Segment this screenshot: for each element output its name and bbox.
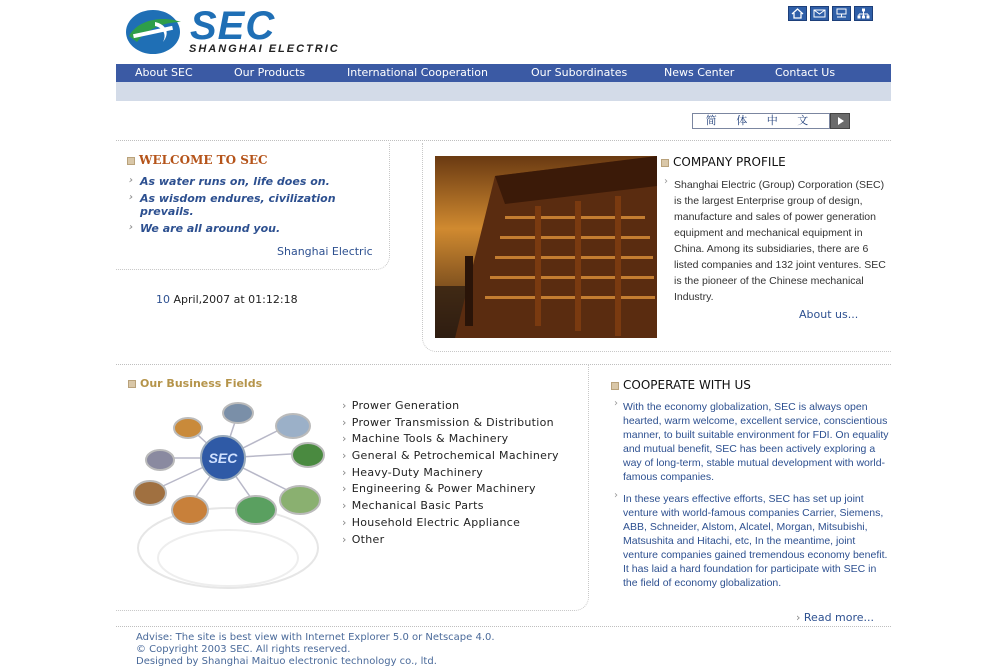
chevron-icon: › — [614, 398, 618, 409]
footer-designer: Designed by Shanghai Maituo electronic technology co., ltd. — [136, 656, 437, 667]
business-title: Our Business Fields — [128, 377, 262, 390]
business-item-power-generation[interactable]: › Prower Generation — [342, 398, 559, 415]
chevron-icon: › — [664, 176, 668, 187]
motto-item: › As water runs on, life does on. — [129, 175, 330, 188]
read-more-link[interactable]: › Read more... — [796, 611, 875, 624]
logo-text[interactable]: SEC — [190, 4, 276, 48]
welcome-signature: Shanghai Electric — [277, 245, 373, 258]
business-item-basic-parts[interactable]: › Mechanical Basic Parts — [342, 498, 559, 515]
nav-about-sec[interactable]: About SEC — [135, 66, 193, 79]
business-item-engineering[interactable]: › Engineering & Power Machinery — [342, 481, 559, 498]
divider — [116, 140, 891, 141]
divider — [116, 626, 891, 627]
nav-contact-us[interactable]: Contact Us — [775, 66, 836, 79]
business-item-other[interactable]: › Other — [342, 532, 559, 549]
bullet-icon — [661, 159, 669, 167]
about-us-link[interactable]: About us... — [799, 308, 859, 321]
chevron-icon: › — [129, 222, 134, 233]
business-item-machine-tools[interactable]: › Machine Tools & Machinery — [342, 431, 559, 448]
motto-item: › As wisdom endures, civilization prevails. — [129, 192, 336, 218]
cooperate-paragraph-2: In these years effective efforts, SEC has set up joint venture with world-famous companies Carrier, Siemens, ABB, Schneider, Alstom, Alcatel, Morgan, Mitsubishi, Matsushita and Hitachi, etc, In the meantime, joint venture companies gained tremendous economy benefit. It has laid a hard foundation for participate with SEC in the field of economy globalization. — [623, 493, 888, 589]
profile-text: Shanghai Electric (Group) Corporation (SEC) is the largest Enterprise group of design, manufacture and sales of power generation equipment and mechanical equipment in China. Among its subsidiaries, there are 6 listed companies and 132 joint ventures. SEC is the pioneer of the Chinese mechanical Industry. — [674, 179, 886, 303]
business-item-heavy-duty[interactable]: › Heavy-Duty Machinery — [342, 465, 559, 482]
cooperate-paragraph-1: With the economy globalization, SEC is always open hearted, warm welcome, excellent service, conscientious manner, to built suitable environment for FDI. On equality and mutual benefit, SEC has been actively exploring a way of long-term, stable mutual development with world-famous companies. — [623, 401, 889, 483]
sitemap-icon[interactable] — [854, 6, 873, 21]
nav-our-products[interactable]: Our Products — [234, 66, 306, 79]
logo-subtitle: SHANGHAI ELECTRIC — [189, 43, 340, 55]
language-select[interactable]: 简 体 中 文 — [692, 113, 830, 129]
top-icons — [788, 6, 873, 21]
chevron-icon: › — [614, 490, 618, 501]
footer-copyright: © Copyright 2003 SEC. All rights reserved. — [136, 644, 351, 655]
home-icon[interactable] — [788, 6, 807, 21]
ship-photo — [435, 156, 657, 338]
motto-item: › We are all around you. — [129, 222, 281, 235]
nav-news-center[interactable]: News Center — [664, 66, 735, 79]
welcome-title: WELCOME TO SEC — [127, 153, 268, 167]
network-icon[interactable] — [832, 6, 851, 21]
datetime-display: 10 April,2007 at 01:12:18 — [156, 293, 298, 306]
mail-icon[interactable] — [810, 6, 829, 21]
cooperate-title: COOPERATE WITH US — [611, 378, 751, 392]
nav-our-subordinates[interactable]: Our Subordinates — [531, 66, 628, 79]
main-nav — [116, 64, 891, 82]
chevron-icon: › — [129, 192, 134, 203]
logo-mark-icon[interactable] — [125, 8, 185, 56]
business-item-household[interactable]: › Household Electric Appliance — [342, 515, 559, 532]
profile-title: COMPANY PROFILE — [661, 155, 786, 169]
business-list — [342, 398, 559, 548]
bullet-icon — [128, 380, 136, 388]
footer-advise: Advise: The site is best view with Internet Explorer 5.0 or Netscape 4.0. — [136, 632, 495, 643]
nav-international-cooperation[interactable]: International Cooperation — [347, 66, 488, 79]
language-go-button[interactable] — [830, 113, 850, 129]
business-hub-label: SEC — [208, 450, 238, 466]
motto-list — [129, 175, 379, 235]
bullet-icon — [127, 157, 135, 165]
business-diagram — [128, 398, 328, 593]
business-item-transmission[interactable]: › Prower Transmission & Distribution — [342, 415, 559, 432]
footer — [136, 632, 495, 668]
sub-nav-bar — [116, 82, 891, 101]
chevron-icon: › — [129, 175, 134, 186]
business-item-petrochemical[interactable]: › General & Petrochemical Machinery — [342, 448, 559, 465]
bullet-icon — [611, 382, 619, 390]
